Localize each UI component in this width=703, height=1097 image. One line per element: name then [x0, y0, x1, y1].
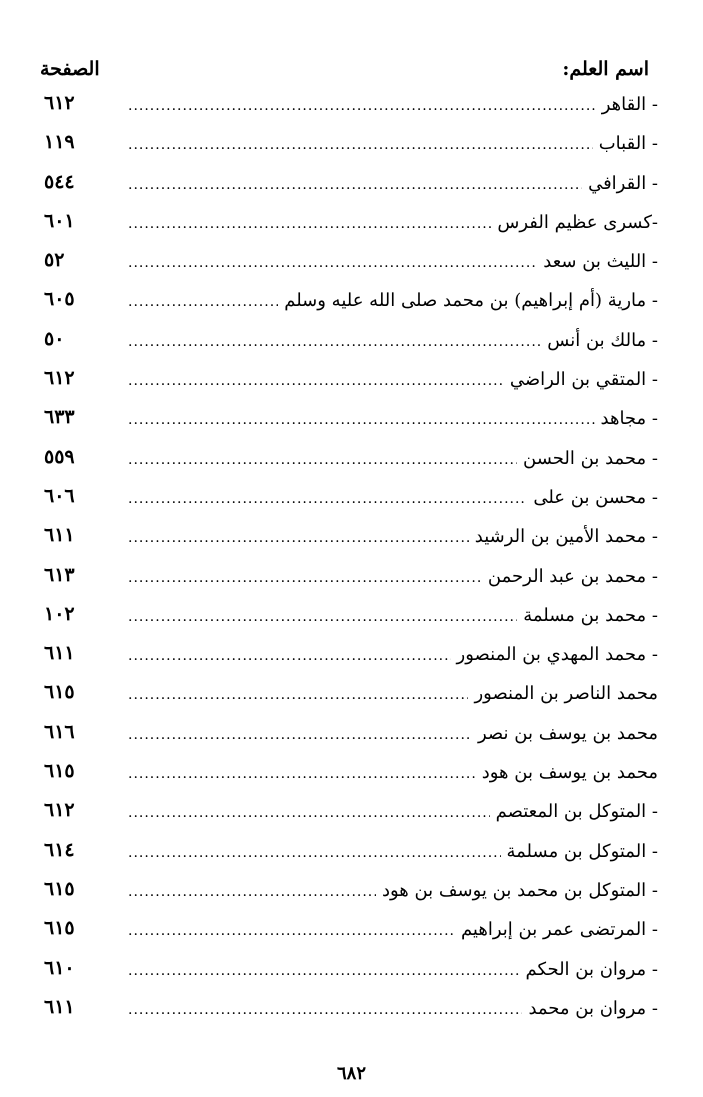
entry-page-number: ٥٥٩: [44, 445, 75, 468]
entry-name: - مروان بن محمد: [528, 997, 658, 1019]
dot-leader: [128, 727, 472, 743]
index-entry: [40, 955, 670, 994]
dot-leader: [128, 294, 278, 310]
entry-name: - المرتضى عمر بن إبراهيم: [460, 919, 658, 941]
index-entry: [40, 286, 670, 325]
index-entry-text: [128, 683, 658, 704]
dot-leader: [128, 648, 451, 664]
index-entry: [40, 797, 670, 836]
index-entry: [40, 208, 670, 247]
entry-name: محمد بن يوسف بن نصر: [478, 722, 658, 744]
index-entry-text: [128, 290, 658, 311]
entry-name: محمد الناصر بن المنصور: [474, 683, 658, 705]
index-entry: [40, 129, 670, 168]
index-entry-text: [128, 133, 658, 154]
index-entry-text: [128, 644, 658, 665]
index-entry: [40, 994, 670, 1033]
entry-name: - المتوكل بن المعتصم: [495, 801, 658, 823]
dot-leader: [128, 373, 504, 389]
dot-leader: [128, 923, 455, 939]
index-entry-text: [128, 448, 658, 469]
index-header: [40, 58, 663, 88]
entry-page-number: ٥٠: [44, 327, 65, 350]
index-entry-text: [128, 880, 658, 901]
index-entry-text: [128, 212, 658, 233]
entry-page-number: ٥٢: [44, 249, 65, 272]
entry-name: - مارية (أم إبراهيم) بن محمد صلى الله عليه وسلم: [284, 290, 658, 312]
index-entry-text: [128, 251, 658, 272]
entry-page-number: ٦١٥: [44, 681, 75, 704]
index-entry: [40, 444, 670, 483]
page-column-heading: الصفحة: [40, 58, 100, 80]
index-entry-text: [128, 959, 658, 980]
index-entry: [40, 876, 670, 915]
entry-page-number: ٦١١: [44, 995, 75, 1018]
entry-name: - محمد المهدي بن المنصور: [456, 644, 658, 666]
page-number: ٦٨٢: [336, 1063, 366, 1084]
index-entry: [40, 522, 670, 561]
entry-name: - محسن بن على: [533, 486, 658, 508]
entry-page-number: ٦٠٦: [44, 484, 75, 507]
dot-leader: [128, 845, 501, 861]
entry-name: - القاهر: [601, 94, 658, 115]
entry-name: - الليث بن سعد: [543, 251, 658, 273]
entry-page-number: ٦١٥: [44, 917, 75, 940]
index-entry: [40, 247, 670, 286]
dot-leader: [128, 177, 582, 193]
entry-name: - مالك بن أنس: [547, 329, 658, 351]
dot-leader: [128, 884, 376, 900]
entry-name: - محمد بن مسلمة: [523, 604, 658, 626]
index-entry: [40, 915, 670, 954]
entry-page-number: ١٠٢: [44, 602, 75, 625]
dot-leader: [128, 687, 468, 703]
index-entry-text: [128, 841, 658, 862]
entry-page-number: ٦١٣: [44, 563, 75, 586]
dot-leader: [128, 963, 520, 979]
index-entry: [40, 365, 670, 404]
entry-name: - القباب: [598, 133, 658, 155]
entry-name: - مجاهد: [600, 408, 658, 430]
entry-page-number: ٦٣٣: [44, 406, 75, 429]
entry-page-number: ٦١٢: [44, 799, 75, 822]
index-entry: [40, 326, 670, 365]
dot-leader: [128, 1002, 522, 1018]
entry-page-number: ٦١١: [44, 642, 75, 665]
index-entry-text: [128, 526, 658, 547]
entry-page-number: ٦١٥: [44, 877, 75, 900]
index-entry: [40, 719, 670, 758]
entry-page-number: ٦٠٥: [44, 288, 75, 311]
entry-name: - محمد بن عبد الرحمن: [487, 565, 658, 587]
dot-leader: [128, 609, 517, 625]
entry-name: محمد بن يوسف بن هود: [481, 762, 658, 784]
index-entry: [40, 404, 670, 443]
entry-name: -كسرى عظيم الفرس: [497, 211, 658, 233]
dot-leader: [128, 766, 476, 782]
entry-page-number: ٥٤٤: [44, 170, 75, 193]
index-entry-text: [128, 801, 658, 822]
entry-page-number: ٦١٢: [44, 367, 75, 390]
index-entry-text: [128, 762, 658, 783]
index-entry-text: [128, 605, 658, 626]
entry-page-number: ٦١٠: [44, 956, 75, 979]
entry-page-number: ٦١٢: [44, 92, 75, 114]
entry-page-number: ٦٠١: [44, 209, 75, 232]
index-entry-text: [128, 173, 658, 194]
dot-leader: [128, 805, 490, 821]
index-entry-text: [128, 408, 658, 429]
entry-name: - المتوكل بن مسلمة: [506, 840, 658, 862]
index-list: [40, 90, 670, 1033]
index-entry: [40, 640, 670, 679]
index-entry: [40, 758, 670, 797]
dot-leader: [128, 570, 482, 586]
dot-leader: [128, 452, 517, 468]
index-entry-text: [128, 487, 658, 508]
entry-name: - مروان بن الحكم: [525, 958, 658, 980]
dot-leader: [128, 216, 491, 232]
index-entry: [40, 562, 670, 601]
dot-leader: [128, 491, 527, 507]
entry-name: - القرافي: [588, 172, 658, 194]
index-entry: [40, 837, 670, 876]
index-entry-text: [128, 330, 658, 351]
dot-leader: [128, 530, 469, 546]
entry-name: - المتوكل بن محمد بن يوسف بن هود: [381, 879, 658, 901]
index-entry: [40, 169, 670, 208]
name-column-heading: اسم العلم:: [562, 58, 649, 80]
index-entry: [40, 679, 670, 718]
index-entry: [40, 483, 670, 522]
entry-name: - محمد الأمين بن الرشيد: [474, 526, 658, 548]
entry-page-number: ٦١١: [44, 524, 75, 547]
dot-leader: [128, 334, 541, 350]
index-entry-text: [128, 998, 658, 1019]
entry-page-number: ٦١٤: [44, 838, 75, 861]
index-entry: [40, 601, 670, 640]
dot-leader: [128, 98, 596, 114]
dot-leader: [128, 137, 593, 153]
index-entry-text: [128, 566, 658, 587]
index-entry-text: [128, 723, 658, 744]
entry-page-number: ١١٩: [44, 131, 75, 154]
index-entry-text: [128, 369, 658, 390]
index-entry-text: [128, 919, 658, 940]
entry-name: - محمد بن الحسن: [523, 447, 658, 469]
index-entry: [40, 90, 670, 129]
dot-leader: [128, 255, 537, 271]
entry-page-number: ٦١٥: [44, 760, 75, 783]
dot-leader: [128, 412, 595, 428]
entry-name: - المتقي بن الراضي: [509, 369, 658, 391]
index-entry-text: [128, 94, 658, 115]
entry-page-number: ٦١٦: [44, 720, 75, 743]
